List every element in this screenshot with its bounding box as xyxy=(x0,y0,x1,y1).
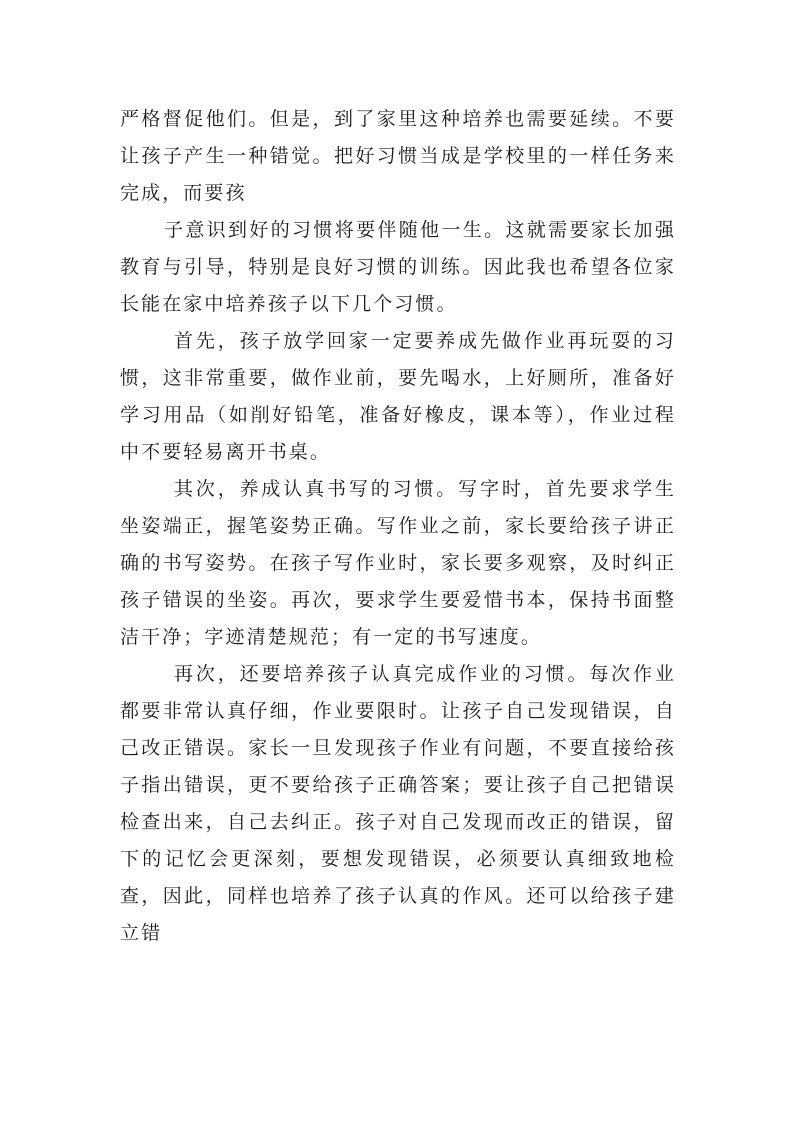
paragraph-3: 首先，孩子放学回家一定要养成先做作业再玩耍的习惯，这非常重要，做作业前，要先喝水，上好厕所，准备好学习用品（如削好铅笔，准备好橡皮，课本等），作业过程中不要轻易离开书桌。 xyxy=(120,330,676,463)
paragraph-1: 严格督促他们。但是，到了家里这种培养也需要延续。不要让孩子产生一种错觉。把好习惯当成是学校里的一样任务来完成，而要孩 xyxy=(120,108,676,204)
paragraph-5: 再次，还要培养孩子认真完成作业的习惯。每次作业都要非常认真仔细，作业要限时。让孩子自己发现错误，自己改正错误。家长一旦发现孩子作业有问题，不要直接给孩子指出错误，更不要给孩子正确答案；要让孩子自己把错误检查出来，自己去纠正。孩子对自己发现而改正的错误，留下的记忆会更深刻，要想发现错误，必须要认真细致地检查，因此，同样也培养了孩子认真的作风。还可以给孩子建立错 xyxy=(120,663,676,944)
paragraph-4: 其次，养成认真书写的习惯。写字时，首先要求学生坐姿端正，握笔姿势正确。写作业之前，家长要给孩子讲正确的书写姿势。在孩子写作业时，家长要多观察，及时纠正孩子错误的坐姿。再次，要求学生要爱惜书本，保持书面整洁干净；字迹清楚规范；有一定的书写速度。 xyxy=(120,478,676,648)
paragraph-2: 子意识到好的习惯将要伴随他一生。这就需要家长加强教育与引导，特别是良好习惯的训练。因此我也希望各位家长能在家中培养孩子以下几个习惯。 xyxy=(120,219,676,315)
document-body xyxy=(120,101,676,952)
